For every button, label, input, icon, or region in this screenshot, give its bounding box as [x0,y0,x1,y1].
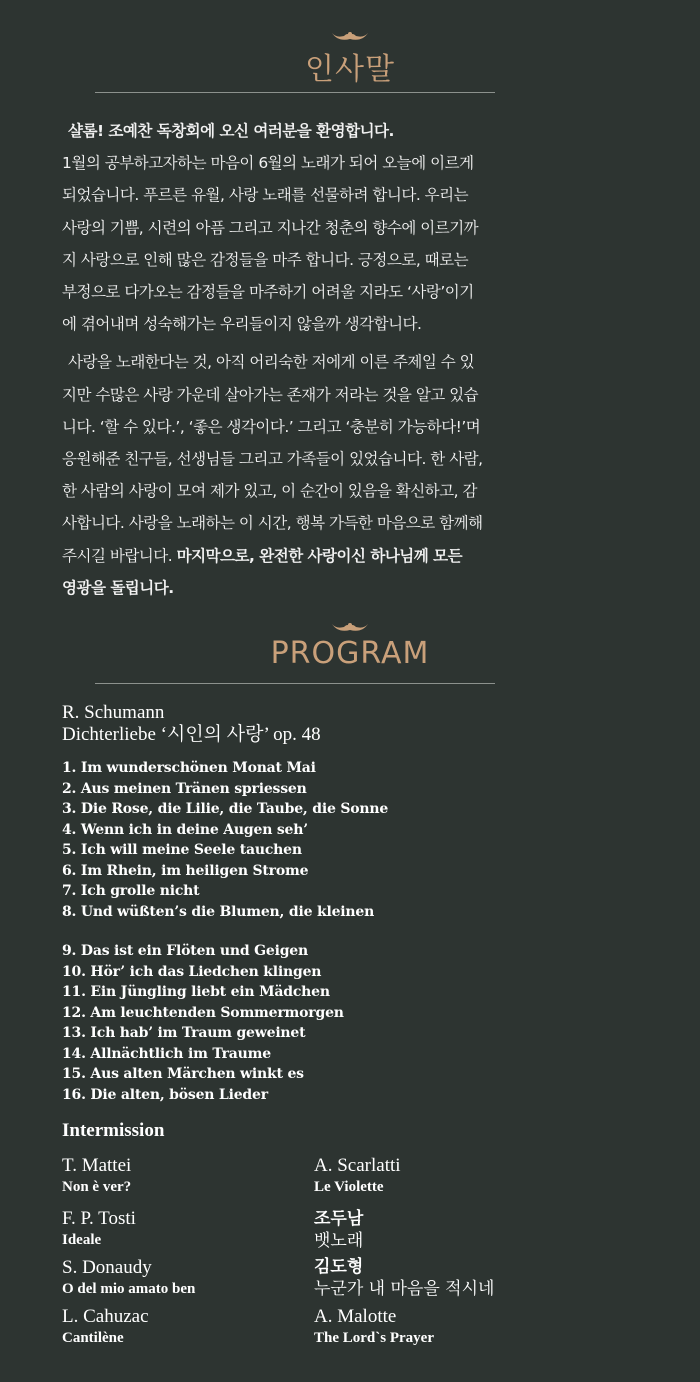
divider [95,683,495,684]
song-item: 12. Am leuchtenden Sommermorgen [62,1004,344,1021]
song-list-part1 [62,758,662,922]
piece-title: O del mio amato ben [62,1281,196,1297]
piece-title: Non è ver? [62,1179,132,1195]
program-piece [62,1257,195,1299]
composer-name: R. Schumann [62,702,165,723]
composer-name: S. Donaudy [62,1257,152,1278]
intermission-label: Intermission [62,1120,165,1141]
greeting-line: 사합니다. 사랑을 노래하는 이 시간, 행복 가득한 마음으로 함께해 [62,514,483,533]
greeting-line: 에 겪어내며 성숙해가는 우리들이지 않을까 생각합니다. [62,315,422,334]
song-item: 16. Die alten, bösen Lieder [62,1086,268,1103]
song-item: 15. Aus alten Märchen winkt es [62,1066,304,1082]
greeting-heading: 인사말 [305,52,395,87]
greeting-line-plain: 주시길 바랍니다. [62,546,177,565]
program-main-work [62,702,662,746]
composer-name: A. Malotte [314,1306,397,1327]
greeting-line: 지만 수많은 사랑 가운데 살아가는 존재가 저라는 것을 알고 있습 [62,385,479,404]
greeting-line: 지 사랑으로 인해 많은 감정들을 마주 합니다. 긍정으로, 때로는 [62,250,469,269]
program-heading: PROGRAM [270,636,430,671]
piece-title: 누군가 내 마음을 적시네 [314,1279,495,1299]
greeting-line-bold: 마지막으로, 완전한 사랑이신 하나님께 모든 [176,546,463,565]
song-item: 8. Und wüßten’s die Blumen, die kleinen [62,903,375,920]
greeting-line: 사랑을 노래한다는 것, 아직 어리숙한 저에게 이른 주제일 수 있 [68,353,475,372]
divider [95,92,495,93]
song-item: 9. Das ist ein Flöten und Geigen [62,943,308,959]
composer-name: T. Mattei [62,1155,132,1176]
greeting-lead: 샬롬! 조예찬 독창회에 오신 여러분을 환영합니다. [68,122,394,140]
greeting-line: 1월의 공부하고자하는 마음이 6월의 노래가 되어 오늘에 이르게 [62,154,474,173]
greeting-line: 부정으로 다가오는 감정들을 마주하기 어려울 지라도 ‘사랑’이기 [62,283,474,302]
composer-name: A. Scarlatti [314,1155,401,1176]
greeting-line: 니다. ‘할 수 있다.’, ‘좋은 생각이다.’ 그리고 ‘충분히 가능하다!’며 [62,417,481,436]
piece-title: 뱃노래 [314,1231,364,1251]
flourish-ornament-icon [330,30,370,44]
song-list-part2 [62,941,662,1105]
greeting-line-bold: 영광을 돌립니다. [62,578,174,597]
work-title: Dichterliebe ‘시인의 사랑’ op. 48 [62,724,321,745]
program-piece [62,1208,136,1250]
program-piece [314,1155,401,1197]
piece-title: Ideale [62,1232,102,1248]
flourish-ornament-icon [330,621,370,635]
song-item: 13. Ich hab’ im Traum geweinet [62,1025,306,1041]
greeting-line [62,572,592,604]
song-item: 2. Aus meinen Tränen spriessen [62,780,307,797]
piece-title: Le Violette [314,1179,384,1195]
song-item: 1. Im wunderschönen Monat Mai [62,760,316,776]
piece-title: Cantilène [62,1330,124,1346]
greeting-line: 되었습니다. 푸르른 유월, 사랑 노래를 선물하려 합니다. 우리는 [62,186,469,205]
song-item: 6. Im Rhein, im heiligen Strome [62,862,309,879]
song-item: 10. Hör’ ich das Liedchen klingen [62,963,322,980]
program-piece [314,1256,494,1300]
song-item: 7. Ich grolle nicht [62,883,200,899]
program-piece [314,1306,434,1348]
song-item: 4. Wenn ich in deine Augen seh’ [62,821,308,838]
program-piece [314,1208,363,1252]
song-item: 5. Ich will meine Seele tauchen [62,842,302,858]
song-item: 11. Ein Jüngling liebt ein Mädchen [62,984,330,1000]
song-item: 3. Die Rose, die Lilie, die Taube, die Sonne [62,801,389,817]
composer-name: 조두남 [314,1209,364,1229]
song-item: 14. Allnächtlich im Traume [62,1045,271,1062]
greeting-line [62,540,592,572]
composer-name: 김도형 [314,1257,364,1277]
piece-title: The Lord`s Prayer [314,1330,434,1346]
composer-name: F. P. Tosti [62,1208,136,1229]
greeting-text [62,115,592,604]
greeting-line: 응원해준 친구들, 선생님들 그리고 가족들이 있었습니다. 한 사람, [62,450,483,469]
composer-name: L. Cahuzac [62,1306,149,1327]
program-piece [62,1155,131,1197]
program-piece [62,1306,149,1348]
greeting-line: 한 사람의 사랑이 모여 제가 있고, 이 순간이 있음을 확신하고, 감 [62,482,477,501]
greeting-line: 사랑의 기쁨, 시련의 아픔 그리고 지나간 청춘의 향수에 이르기까 [62,218,479,237]
